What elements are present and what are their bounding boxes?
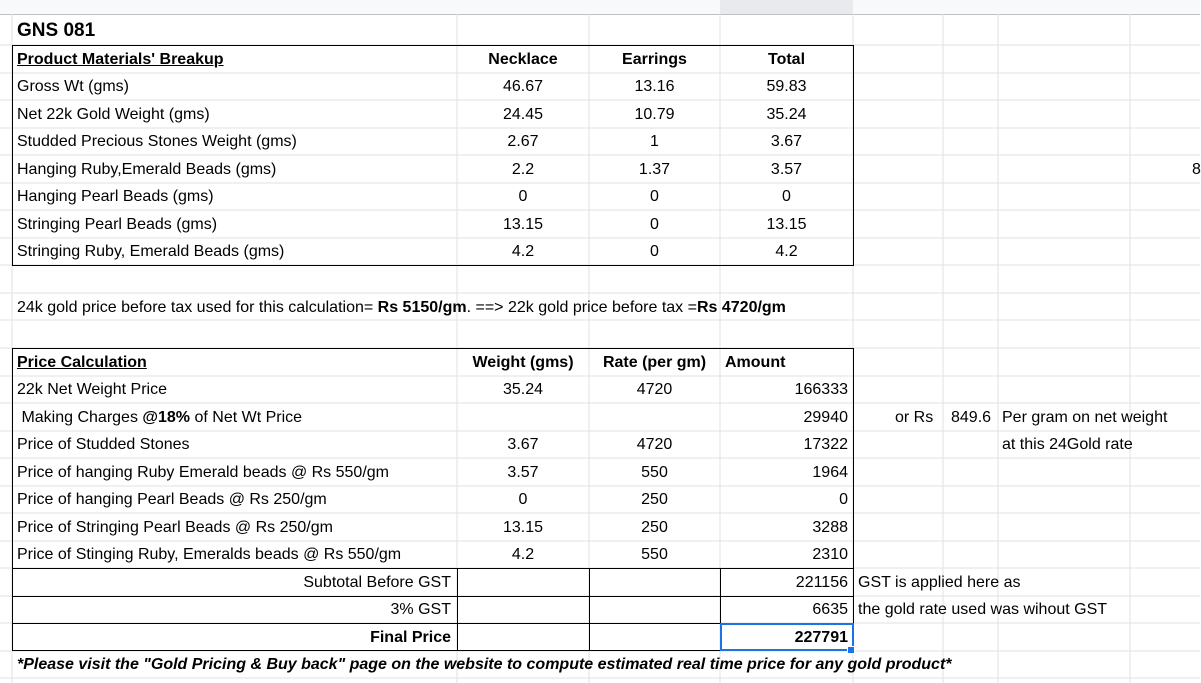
- breakup-header-label[interactable]: Product Materials' Breakup: [17, 51, 224, 68]
- subtotal-label[interactable]: Subtotal Before GST: [303, 574, 451, 591]
- side-note-or-rs[interactable]: or Rs: [895, 409, 934, 426]
- breakup-row-necklace[interactable]: 0: [518, 188, 528, 205]
- sheet-title[interactable]: GNS 081: [17, 20, 96, 41]
- breakup-row-label[interactable]: Hanging Pearl Beads (gms): [17, 188, 214, 205]
- gst-label[interactable]: 3% GST: [390, 601, 451, 618]
- breakup-row-total[interactable]: 0: [782, 188, 791, 205]
- price-row-amount[interactable]: 166333: [794, 381, 848, 398]
- breakup-row-label[interactable]: Gross Wt (gms): [17, 78, 129, 95]
- gold-22k-price: Rs 4720/gm: [696, 299, 786, 316]
- price-row-rate[interactable]: 4720: [636, 381, 673, 398]
- breakup-row-necklace[interactable]: 46.67: [502, 78, 544, 95]
- breakup-border-bottom: [12, 265, 853, 266]
- breakup-row-total[interactable]: 4.2: [775, 243, 798, 260]
- side-note-gst-1[interactable]: GST is applied here as: [858, 574, 1021, 591]
- footer-note[interactable]: *Please visit the "Gold Pricing & Buy back" page on the website to compute estimated real time price for any gold product*: [17, 656, 952, 673]
- price-row-amount[interactable]: 3288: [812, 519, 848, 536]
- price-row-weight[interactable]: 13.15: [502, 519, 544, 536]
- breakup-row-label[interactable]: Stringing Pearl Beads (gms): [17, 216, 218, 233]
- breakup-border-right: [853, 45, 854, 266]
- side-note-rate[interactable]: at this 24Gold rate: [1002, 436, 1133, 453]
- breakup-row-total[interactable]: 3.67: [770, 133, 803, 150]
- price-row-amount[interactable]: 2310: [812, 546, 848, 563]
- price-header-weight[interactable]: Weight (gms): [472, 354, 574, 371]
- price-header-label[interactable]: Price Calculation: [17, 354, 147, 371]
- price-row-label[interactable]: Price of hanging Ruby Emerald beads @ Rs 550/gm: [17, 464, 389, 481]
- gold-note-arrow: . ==> 22k gold price before tax =: [466, 299, 697, 316]
- breakup-row-necklace[interactable]: 4.2: [511, 243, 535, 260]
- price-row-label[interactable]: 22k Net Weight Price: [17, 381, 167, 398]
- price-row-rate[interactable]: 550: [641, 464, 668, 481]
- gold-24k-price: Rs 5150/gm: [377, 299, 467, 316]
- price-inner-line: [589, 568, 590, 651]
- price-row-rate[interactable]: 4720: [636, 436, 673, 453]
- breakup-row-label[interactable]: Hanging Ruby,Emerald Beads (gms): [17, 161, 277, 178]
- price-row-amount[interactable]: 0: [839, 491, 848, 508]
- price-row-weight[interactable]: 3.57: [507, 464, 539, 481]
- gold-note-text: 24k gold price before tax used for this calculation=: [17, 299, 378, 316]
- making-charges-text: Making Charges: [21, 409, 143, 426]
- price-border-right: [853, 348, 854, 623]
- price-row-rate[interactable]: 250: [641, 519, 668, 536]
- breakup-row-earrings[interactable]: 13.16: [634, 78, 675, 95]
- price-row-amount[interactable]: 17322: [803, 436, 848, 453]
- price-row-weight[interactable]: [457, 404, 589, 431]
- price-row-amount[interactable]: 1964: [812, 464, 848, 481]
- side-note-per-gram-text[interactable]: Per gram on net weight: [1002, 409, 1168, 426]
- price-row-label[interactable]: [17, 404, 302, 431]
- final-price-amount[interactable]: 227791: [794, 629, 848, 646]
- breakup-header-necklace[interactable]: Necklace: [488, 51, 558, 68]
- gold-price-note[interactable]: [17, 294, 786, 321]
- breakup-row-necklace[interactable]: 24.45: [502, 106, 544, 123]
- breakup-row-total[interactable]: 3.57: [770, 161, 803, 178]
- price-header-amount[interactable]: Amount: [725, 354, 786, 371]
- breakup-row-earrings[interactable]: 10.79: [634, 106, 675, 123]
- price-row-label[interactable]: Price of Stringing Pearl Beads @ Rs 250/gm: [17, 519, 333, 536]
- gst-amount[interactable]: 6635: [812, 601, 848, 618]
- breakup-row-earrings[interactable]: 1.37: [638, 161, 671, 178]
- price-header-rate[interactable]: Rate (per gm): [602, 354, 707, 371]
- breakup-header-total[interactable]: Total: [767, 51, 806, 68]
- making-charges-percent: @18%: [142, 409, 191, 426]
- breakup-row-label[interactable]: Studded Precious Stones Weight (gms): [17, 133, 297, 150]
- price-row-weight[interactable]: 3.67: [507, 436, 539, 453]
- breakup-row-earrings[interactable]: 0: [650, 216, 659, 233]
- price-inner-line: [457, 568, 458, 651]
- final-price-label[interactable]: Final Price: [370, 629, 451, 646]
- breakup-row-earrings[interactable]: 1: [650, 133, 659, 150]
- breakup-header-earrings[interactable]: Earrings: [622, 51, 687, 68]
- price-row-rate[interactable]: 550: [641, 546, 668, 563]
- price-row-amount[interactable]: 29940: [803, 409, 848, 426]
- breakup-row-necklace[interactable]: 2.2: [511, 161, 535, 178]
- price-row-rate[interactable]: [589, 404, 720, 431]
- side-note-gst-2[interactable]: the gold rate used was wihout GST: [858, 601, 1108, 618]
- breakup-row-total[interactable]: 35.24: [766, 106, 807, 123]
- subtotal-amount[interactable]: 221156: [795, 574, 848, 591]
- price-row-weight[interactable]: 0: [518, 491, 528, 508]
- clipped-cell-text[interactable]: 8: [1192, 161, 1201, 178]
- price-row-weight[interactable]: 4.2: [511, 546, 535, 563]
- price-row-weight[interactable]: 35.24: [502, 381, 544, 398]
- making-charges-tail: of Net Wt Price: [190, 409, 303, 426]
- side-note-per-gram-value[interactable]: 849.6: [951, 409, 992, 426]
- price-row-label[interactable]: Price of Stinging Ruby, Emeralds beads @ Rs 550/gm: [17, 546, 402, 563]
- price-row-label[interactable]: Price of hanging Pearl Beads @ Rs 250/gm: [17, 491, 327, 508]
- breakup-row-earrings[interactable]: 0: [650, 243, 659, 260]
- active-cell-selection[interactable]: [720, 623, 854, 651]
- breakup-row-label[interactable]: Net 22k Gold Weight (gms): [17, 106, 210, 123]
- breakup-row-total[interactable]: 13.15: [766, 216, 807, 233]
- breakup-row-necklace[interactable]: 2.67: [507, 133, 539, 150]
- breakup-row-label[interactable]: Stringing Ruby, Emerald Beads (gms): [17, 243, 285, 260]
- breakup-row-earrings[interactable]: 0: [650, 188, 659, 205]
- breakup-border-left: [12, 45, 13, 266]
- breakup-row-total[interactable]: 59.83: [766, 78, 807, 95]
- price-row-label[interactable]: Price of Studded Stones: [17, 436, 190, 453]
- price-row-rate[interactable]: 250: [641, 491, 668, 508]
- breakup-row-necklace[interactable]: 13.15: [502, 216, 544, 233]
